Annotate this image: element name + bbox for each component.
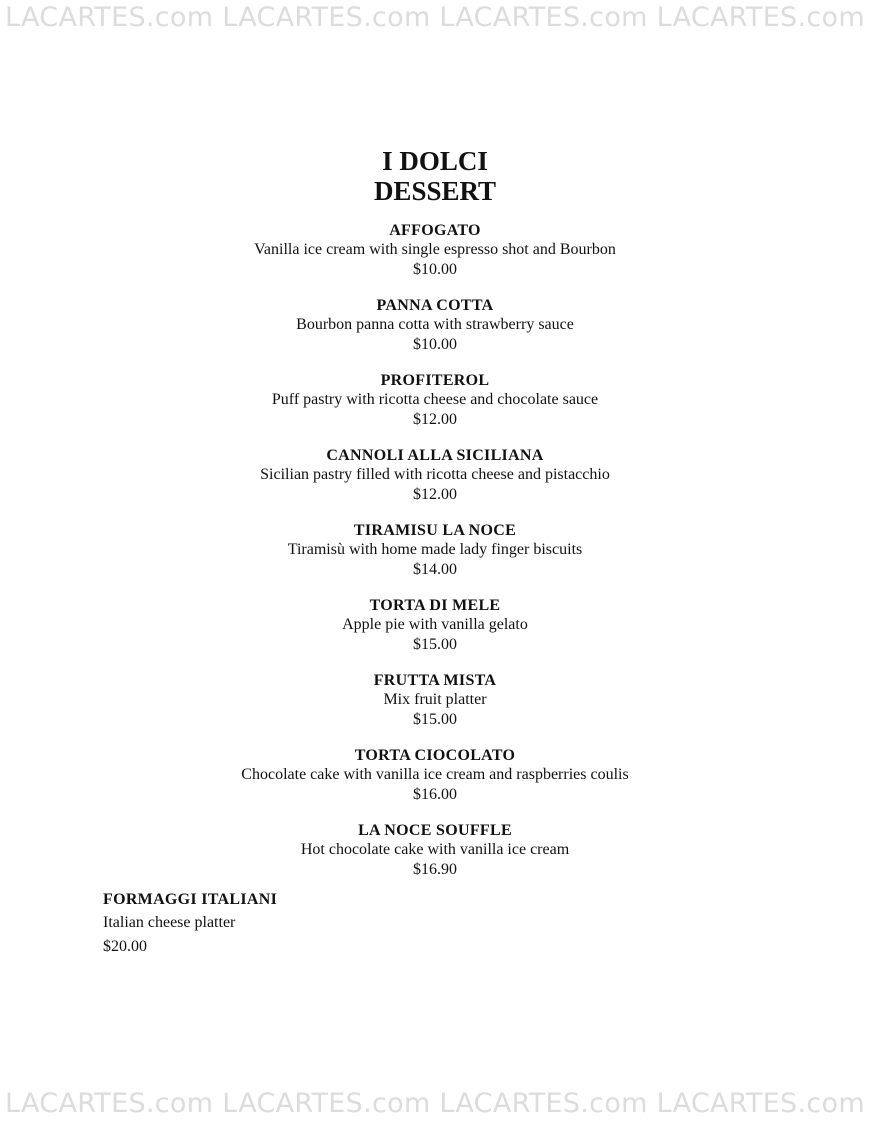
item-name: FRUTTA MISTA bbox=[373, 672, 497, 689]
item-description: Tiramisù with home made lady finger biscuits bbox=[287, 541, 583, 558]
watermark-bottom: LACARTES.com LACARTES.com LACARTES.com LACARTES.com bbox=[5, 1088, 865, 1119]
item-name: PANNA COTTA bbox=[376, 297, 494, 314]
item-price: $15.00 bbox=[413, 636, 457, 653]
menu-header bbox=[0, 146, 870, 206]
menu-item bbox=[0, 671, 870, 746]
item-description: Hot chocolate cake with vanilla ice cream bbox=[300, 841, 570, 858]
menu-item bbox=[0, 296, 870, 371]
item-name: FORMAGGI ITALIANI bbox=[103, 891, 278, 908]
item-price: $10.00 bbox=[413, 336, 457, 353]
cheese-item bbox=[103, 889, 277, 959]
item-name: TORTA DI MELE bbox=[369, 597, 501, 614]
item-name: PROFITEROL bbox=[380, 372, 490, 389]
item-price: $20.00 bbox=[103, 938, 147, 955]
item-description: Apple pie with vanilla gelato bbox=[342, 616, 528, 633]
item-name: AFFOGATO bbox=[389, 222, 481, 239]
item-name: CANNOLI ALLA SICILIANA bbox=[326, 447, 544, 464]
item-price: $16.00 bbox=[413, 786, 457, 803]
menu-item bbox=[0, 746, 870, 821]
item-price: $14.00 bbox=[413, 561, 457, 578]
item-description: Mix fruit platter bbox=[383, 691, 487, 708]
item-description: Bourbon panna cotta with strawberry sauce bbox=[296, 316, 574, 333]
item-description: Italian cheese platter bbox=[103, 914, 236, 931]
item-price: $12.00 bbox=[413, 486, 457, 503]
menu-item bbox=[0, 521, 870, 596]
item-price: $12.00 bbox=[413, 411, 457, 428]
menu-item bbox=[0, 371, 870, 446]
watermark-top: LACARTES.com LACARTES.com LACARTES.com LACARTES.com bbox=[5, 2, 865, 33]
menu-item bbox=[0, 596, 870, 671]
item-name: LA NOCE SOUFFLE bbox=[358, 822, 512, 839]
menu-item bbox=[0, 821, 870, 896]
page-subtitle: DESSERT bbox=[373, 176, 497, 206]
item-description: Sicilian pastry filled with ricotta cheese and pistacchio bbox=[260, 466, 610, 483]
page-title: I DOLCI bbox=[382, 146, 488, 176]
item-price: $10.00 bbox=[413, 261, 457, 278]
item-description: Puff pastry with ricotta cheese and chocolate sauce bbox=[271, 391, 599, 408]
item-price: $16.90 bbox=[413, 861, 457, 878]
menu-item bbox=[0, 446, 870, 521]
item-price: $15.00 bbox=[413, 711, 457, 728]
dessert-list bbox=[0, 221, 870, 896]
item-description: Chocolate cake with vanilla ice cream and raspberries coulis bbox=[241, 766, 629, 783]
item-description: Vanilla ice cream with single espresso shot and Bourbon bbox=[254, 241, 616, 258]
item-name: TIRAMISU LA NOCE bbox=[353, 522, 517, 539]
menu-item bbox=[0, 221, 870, 296]
item-name: TORTA CIOCOLATO bbox=[354, 747, 516, 764]
